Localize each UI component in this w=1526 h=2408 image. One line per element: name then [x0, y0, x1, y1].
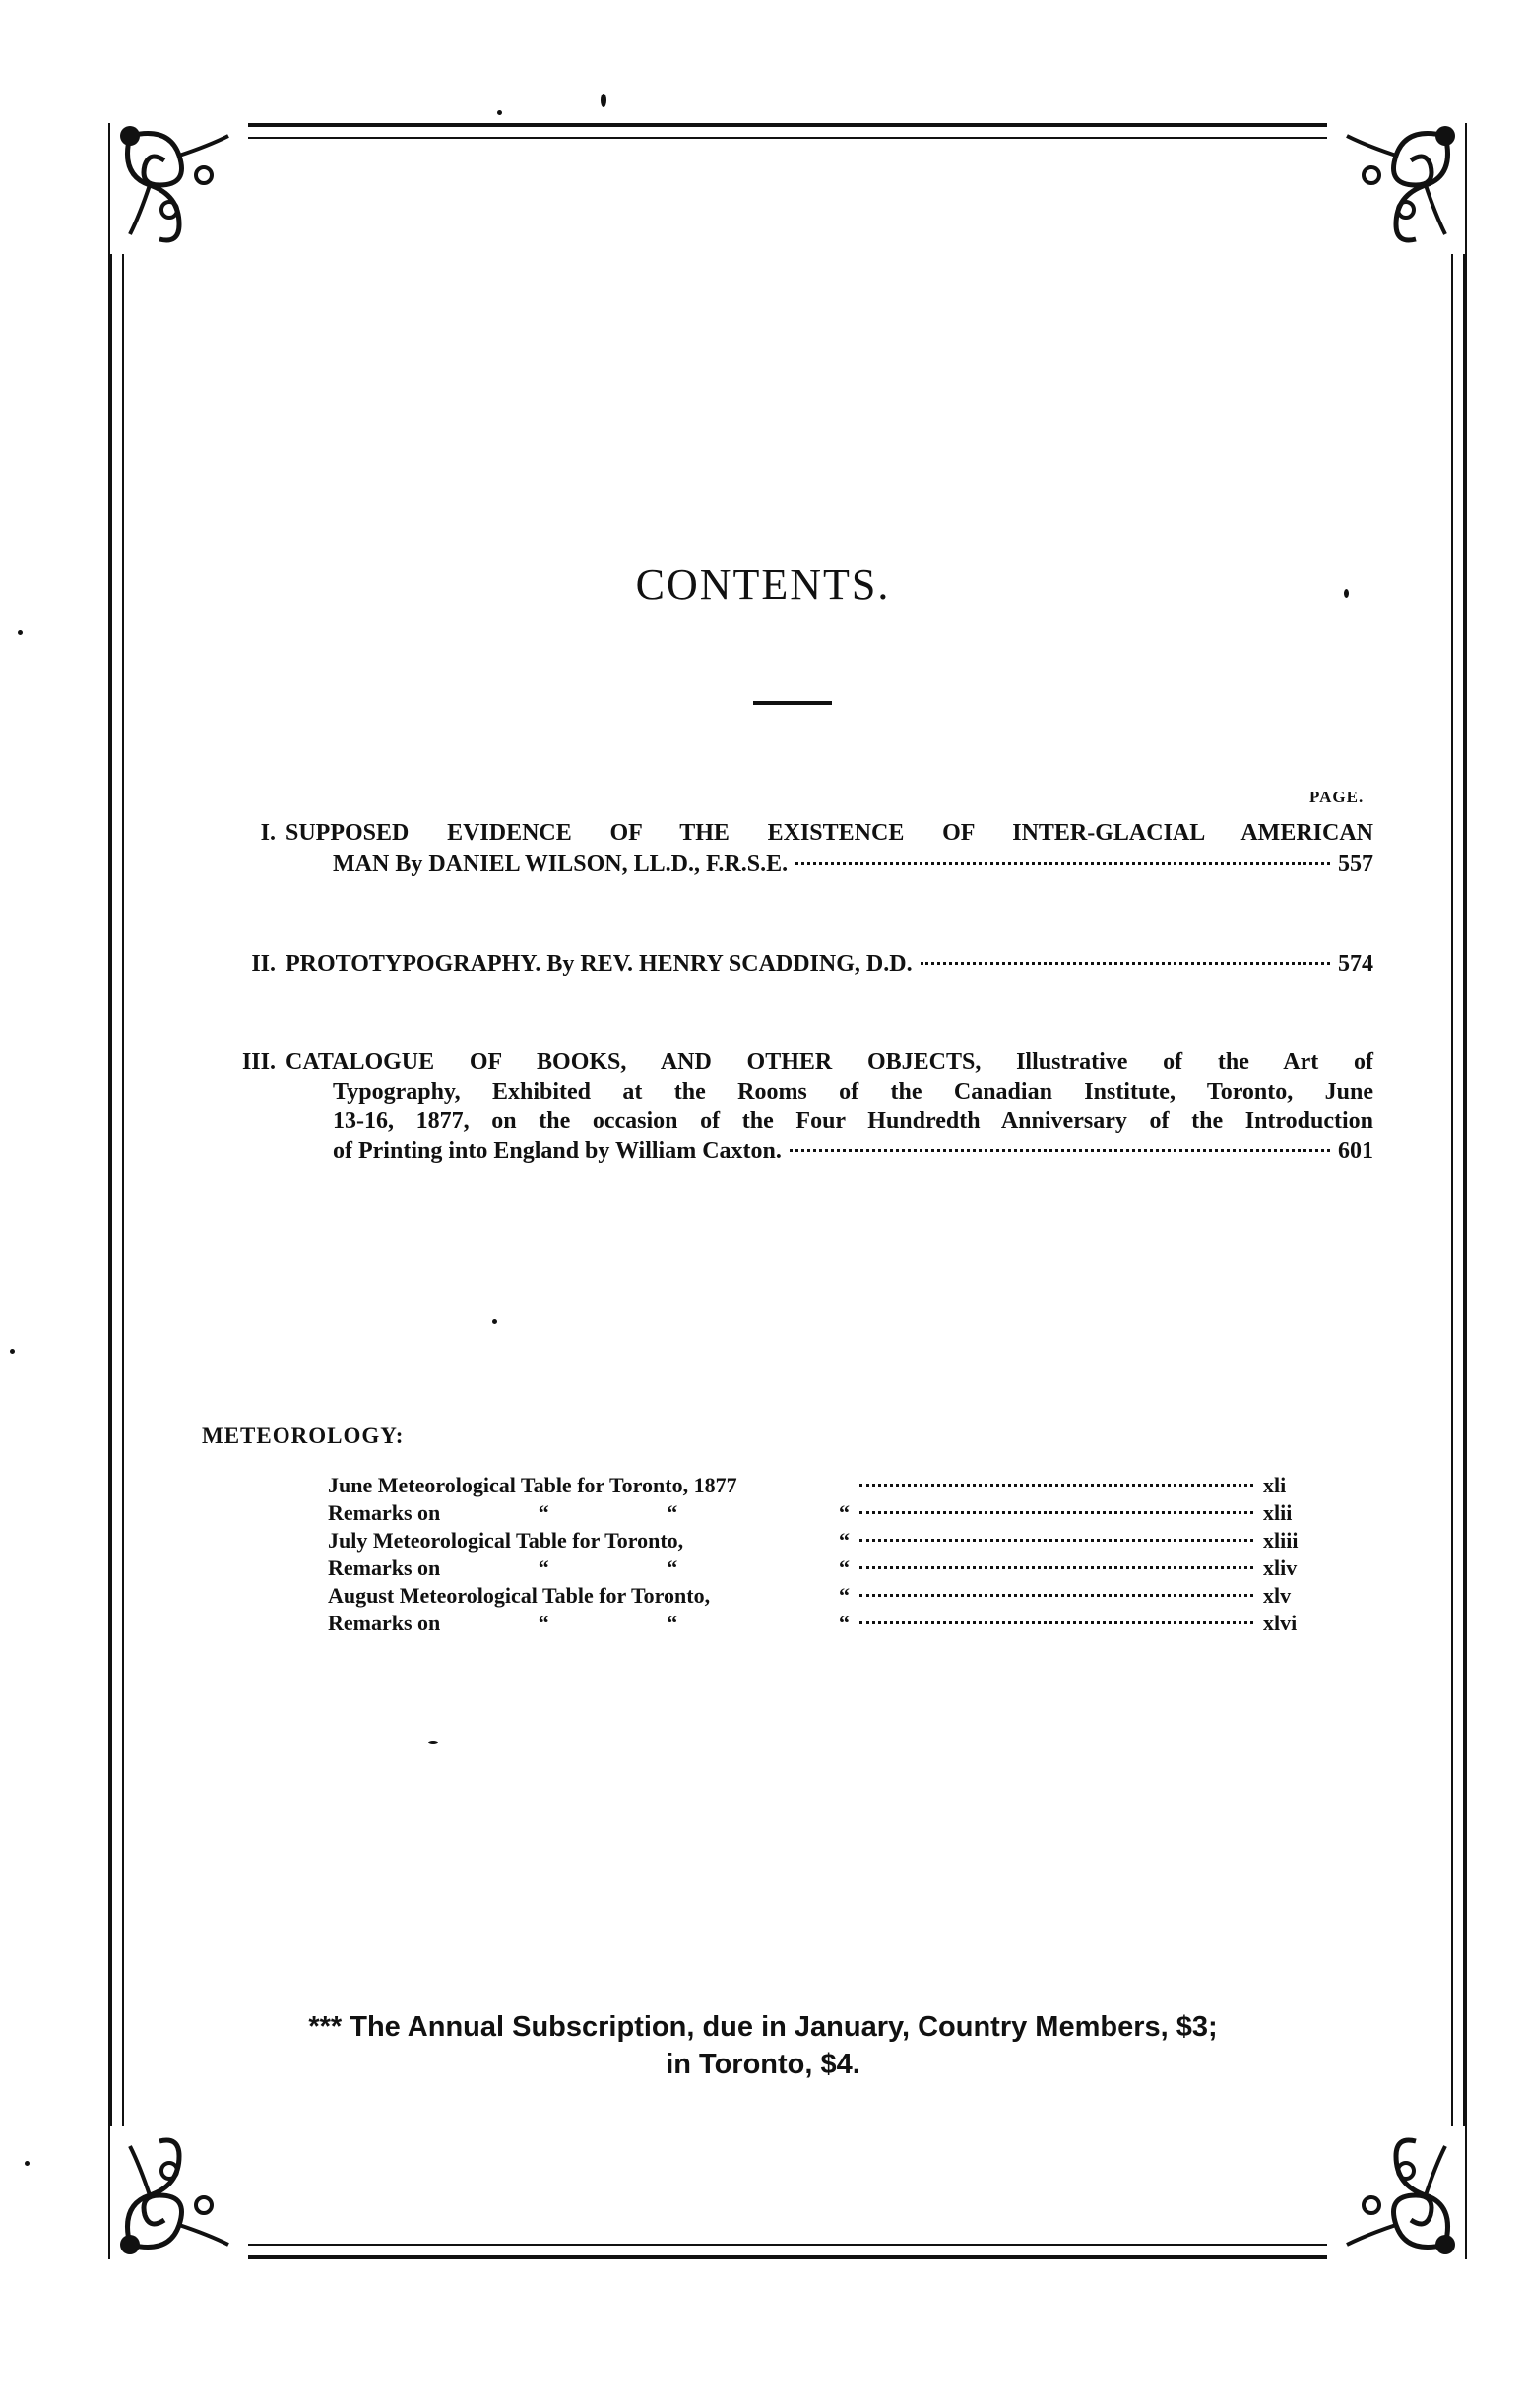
meteorology-row[interactable] [328, 1473, 1322, 1500]
page-column-label: PAGE. [1309, 788, 1365, 806]
entry-number: II. [251, 951, 276, 977]
entry-line: CATALOGUE OF BOOKS, AND OTHER OBJECTS, Illustrative of the Art of [286, 1049, 1373, 1075]
row-label: July Meteorological Table for Toronto, [328, 1528, 684, 1553]
meteorology-heading: METEOROLOGY: [202, 1424, 405, 1448]
dot-leader [790, 1149, 1330, 1152]
entry-number: I. [260, 820, 276, 846]
dot-leader [859, 1484, 1253, 1487]
meteorology-row[interactable] [328, 1583, 1322, 1611]
note-line-1: *** The Annual Subscription, due in January, Country Members, $3; [308, 2011, 1218, 2043]
meteorology-row[interactable] [328, 1500, 1322, 1528]
row-page: xlvi [1263, 1611, 1298, 1635]
meteorology-row[interactable] [328, 1528, 1322, 1555]
meteorology-row[interactable] [328, 1611, 1322, 1638]
entry-last-line: PROTOTYPOGRAPHY. By REV. HENRY SCADDING, D.D. [286, 951, 913, 977]
dot-leader [859, 1539, 1253, 1542]
note-line-2: in Toronto, $4. [666, 2049, 860, 2080]
scan-speck [492, 1319, 497, 1324]
dot-leader [859, 1511, 1253, 1514]
ditto-mark: “ [839, 1500, 850, 1525]
corner-ornament-icon [110, 2126, 248, 2264]
scan-speck [601, 94, 606, 107]
dot-leader [859, 1594, 1253, 1597]
dot-leader [795, 862, 1330, 865]
subscription-note [0, 2008, 1526, 2083]
entry-last-line: of Printing into England by William Caxton. [333, 1138, 782, 1164]
ditto-mark: “ [839, 1611, 850, 1635]
row-label: Remarks on [328, 1611, 441, 1635]
inner-border [122, 137, 1453, 2246]
title-rule [753, 701, 832, 705]
row-page: xlv [1263, 1583, 1292, 1608]
scan-speck [428, 1741, 438, 1744]
scan-speck [1344, 589, 1349, 598]
entry-last-line: MAN By DANIEL WILSON, LL.D., F.R.S.E. [333, 852, 789, 877]
ditto-mark: “ [538, 1500, 549, 1525]
meteorology-list [328, 1473, 1322, 1638]
page-title: CONTENTS. [635, 560, 891, 608]
scan-speck [18, 630, 23, 635]
ditto-mark: “ [839, 1528, 850, 1553]
row-page: xlii [1263, 1500, 1293, 1525]
dot-leader [859, 1621, 1253, 1624]
entry-line: 13-16, 1877, on the occasion of the Four Hundredth Anniversary of the Introduction [333, 1109, 1373, 1134]
scan-speck [497, 110, 502, 115]
meteorology-row[interactable] [328, 1555, 1322, 1583]
ditto-mark: “ [667, 1611, 678, 1635]
row-label: June Meteorological Table for Toronto, 1877 [328, 1473, 737, 1497]
ditto-mark: “ [538, 1555, 549, 1580]
row-page: xliv [1263, 1555, 1298, 1580]
row-page: xli [1263, 1473, 1287, 1497]
row-page: xliii [1263, 1528, 1299, 1553]
ditto-mark: “ [538, 1611, 549, 1635]
entry-page-number: 574 [1338, 951, 1373, 977]
row-label: August Meteorological Table for Toronto, [328, 1583, 711, 1608]
dot-leader [859, 1566, 1253, 1569]
ditto-mark: “ [667, 1500, 678, 1525]
toc-entry-2[interactable] [197, 948, 1373, 980]
toc-entry-3[interactable] [197, 1047, 1373, 1166]
toc-entry-1[interactable] [197, 817, 1373, 880]
entry-page-number: 557 [1338, 852, 1373, 877]
entry-number: III. [241, 1049, 276, 1075]
row-label: Remarks on [328, 1555, 441, 1580]
scan-speck [10, 1349, 15, 1354]
corner-ornament-icon [1327, 116, 1465, 254]
entry-line: Typography, Exhibited at the Rooms of the Canadian Institute, Toronto, June [333, 1079, 1373, 1105]
scan-speck [25, 2161, 30, 2166]
ditto-mark: “ [839, 1555, 850, 1580]
corner-ornament-icon [110, 116, 248, 254]
ditto-mark: “ [667, 1555, 678, 1580]
entry-line: SUPPOSED EVIDENCE OF THE EXISTENCE OF INTER-GLACIAL AMERICAN [286, 820, 1373, 846]
corner-ornament-icon [1327, 2126, 1465, 2264]
ditto-mark: “ [839, 1583, 850, 1608]
row-label: Remarks on [328, 1500, 441, 1525]
entry-page-number: 601 [1338, 1138, 1373, 1164]
dot-leader [921, 962, 1330, 965]
